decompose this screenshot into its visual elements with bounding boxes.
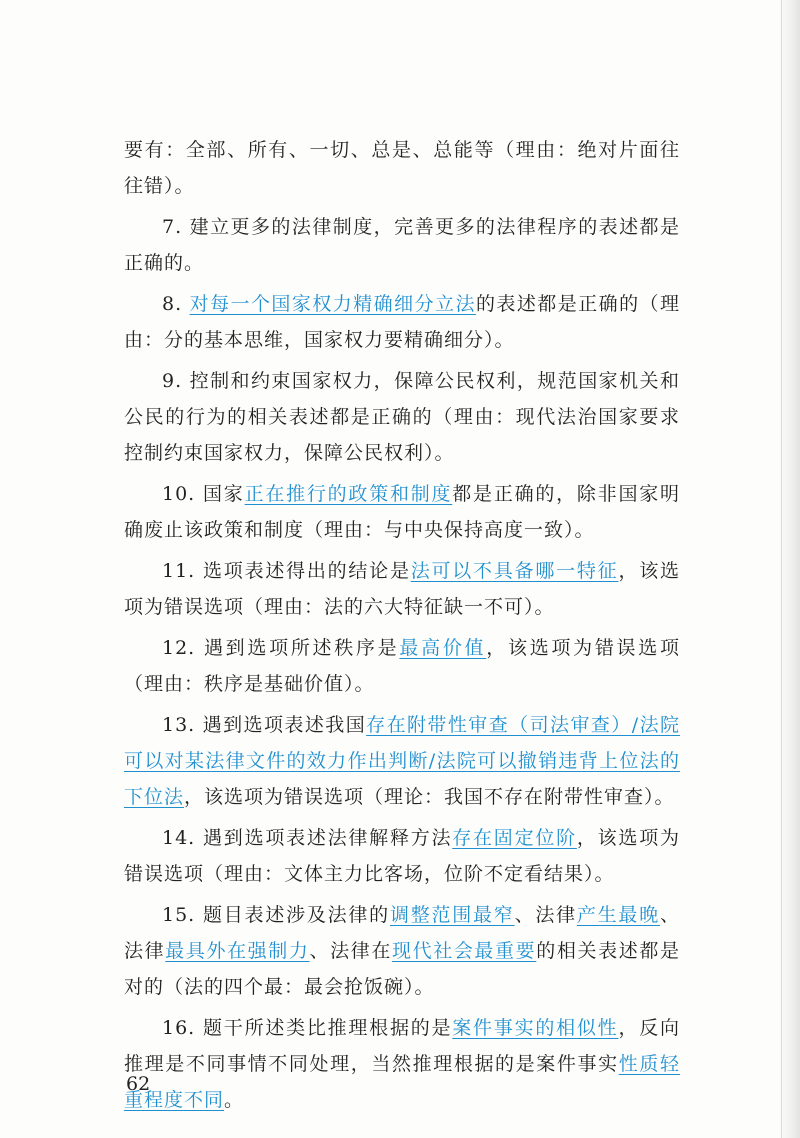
paragraph-8 <box>124 707 680 815</box>
paragraph-11 <box>124 1010 680 1118</box>
highlighted-phrase: 现代社会最重要 <box>391 940 537 962</box>
text-segment: ，该选项为错误选项（理由：文体主力比客场，位阶不定看结果）。 <box>124 827 680 885</box>
highlighted-phrase: 存在固定位阶 <box>452 827 577 849</box>
paragraph-10 <box>124 897 680 1005</box>
text-segment: ，该选项为错误选项（理由：法的六大特征缺一不可）。 <box>124 560 680 618</box>
highlighted-phrase: 正在推行的政策和制度 <box>244 483 453 505</box>
highlighted-phrase: 最高价值 <box>399 637 487 659</box>
highlighted-phrase: 法可以不具备哪一特征 <box>410 560 619 582</box>
text-segment: 14. 遇到选项表述法律解释方法 <box>162 827 453 849</box>
text-segment: 、法律在 <box>309 940 392 962</box>
text-segment: 11. 选项表述得出的结论是 <box>162 560 411 582</box>
paragraph-7 <box>124 630 680 702</box>
text-segment: 的表述都是正确的（理由：分的基本思维，国家权力要精确细分）。 <box>124 293 680 351</box>
text-segment: ，反向推理是不同事情不同处理，当然推理根据的是案件事实 <box>124 1017 680 1075</box>
page-number: 62 <box>126 1073 151 1095</box>
highlighted-phrase: 调整范围最窄 <box>389 904 515 926</box>
highlighted-phrase: 存在附带性审查（司法审查）/法院可以对某法律文件的效力作出判断/法院可以撤销违背上位法的下位法 <box>124 714 680 808</box>
highlighted-phrase: 性质轻重程度不同 <box>124 1053 680 1111</box>
text-segment: ，该选项为错误选项（理论：我国不存在附带性审查）。 <box>184 786 675 808</box>
text-segment: 12. 遇到选项所述秩序是 <box>162 637 400 659</box>
paragraph-3 <box>124 286 680 358</box>
paragraph-5 <box>124 476 680 548</box>
text-segment: 都是正确的，除非国家明确废止该政策和制度（理由：与中央保持高度一致）。 <box>124 483 680 541</box>
paragraph-2 <box>124 209 680 281</box>
text-segment: 、法律 <box>124 904 680 962</box>
text-segment: 。 <box>224 1089 245 1111</box>
highlighted-phrase: 最具外在强制力 <box>165 940 310 962</box>
highlighted-phrase: 对每一个国家权力精确细分立法 <box>189 293 476 315</box>
highlighted-phrase: 产生最晚 <box>576 904 660 926</box>
text-segment: 要有：全部、所有、一切、总是、总能等（理由：绝对片面往往错）。 <box>124 139 680 197</box>
page-body <box>124 132 680 1123</box>
paragraph-9 <box>124 820 680 892</box>
page-edge-line <box>781 0 782 1138</box>
text-segment: 的相关表述都是对的（法的四个最：最会抢饭碗）。 <box>124 940 680 998</box>
text-segment: 16. 题干所述类比推理根据的是 <box>162 1017 453 1039</box>
text-segment: 9. 控制和约束国家权力，保障公民权利，规范国家机关和公民的行为的相关表述都是正确的（理由：现代法治国家要求控制约束国家权力，保障公民权利）。 <box>124 370 680 464</box>
paragraph-1 <box>124 132 680 204</box>
text-segment: ，该选项为错误选项（理由：秩序是基础价值）。 <box>124 637 680 695</box>
text-segment: 13. 遇到选项表述我国 <box>162 714 367 736</box>
paragraph-4 <box>124 363 680 471</box>
paragraph-6 <box>124 553 680 625</box>
text-segment: 15. 题目表述涉及法律的 <box>162 904 390 926</box>
text-segment: 8. <box>162 293 190 315</box>
highlighted-phrase: 案件事实的相似性 <box>452 1017 619 1039</box>
text-segment: 7. 建立更多的法律制度，完善更多的法律程序的表述都是正确的。 <box>124 216 680 274</box>
text-segment: 、法律 <box>514 904 577 926</box>
text-segment: 10. 国家 <box>162 483 245 505</box>
